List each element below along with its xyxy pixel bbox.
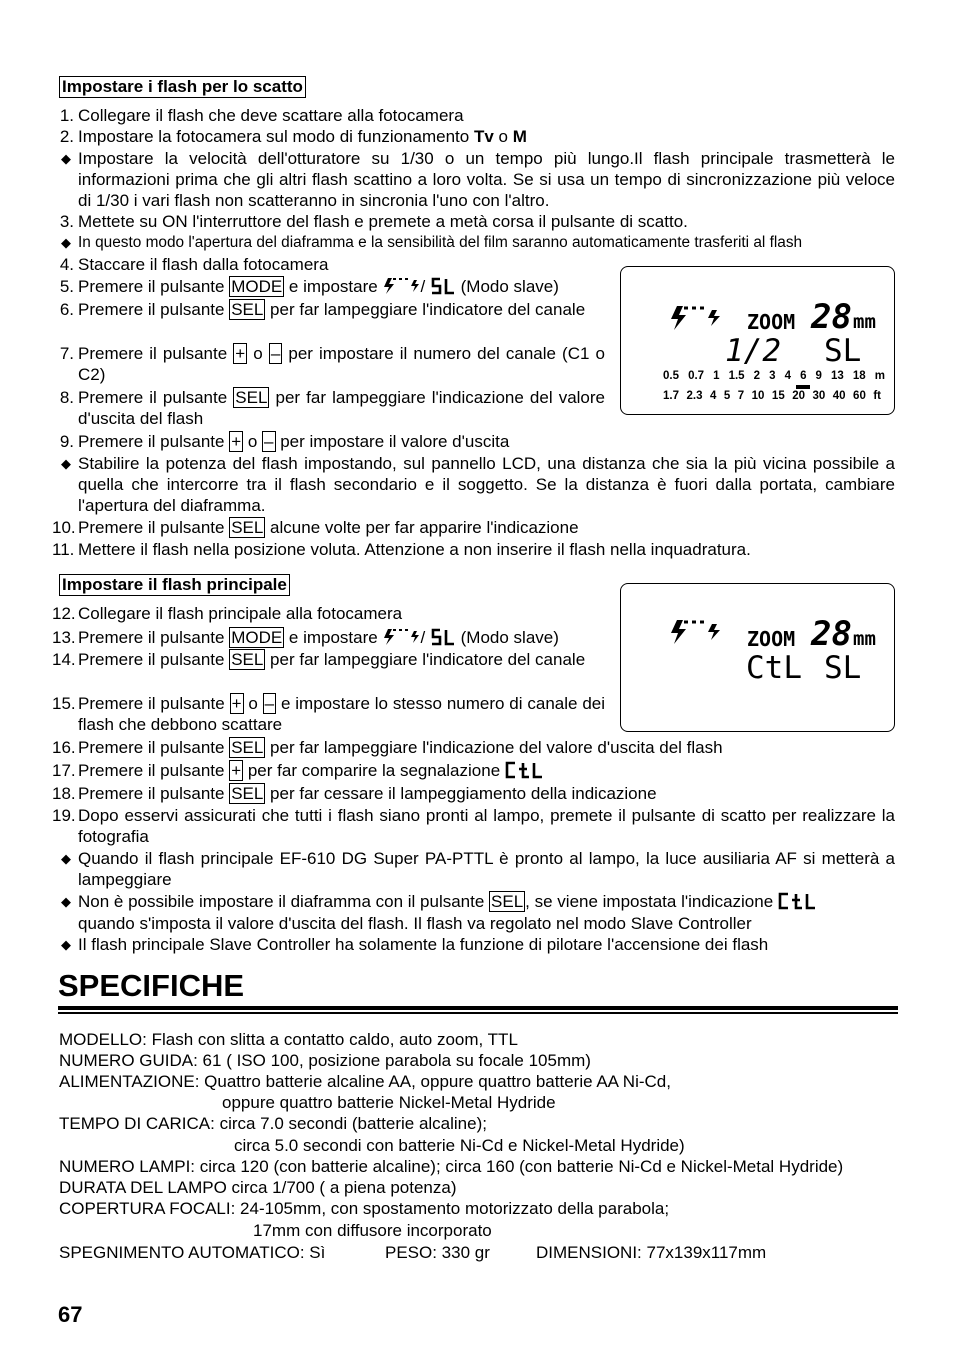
step-4: Staccare il flash dalla fotocamera (78, 255, 329, 274)
ctl-segment-icon (505, 761, 543, 779)
step-number: 8. (59, 388, 74, 407)
minus-button-label: – (264, 694, 275, 713)
bullet-af-light: Quando il flash principale EF-610 DG Super PA-PTTL è pronto al lampo, la luce ausiliaria AF si metterà a lampeggiare (78, 849, 895, 889)
specs-title: SPECIFICHE (58, 968, 245, 1003)
bullet-diaphragm: Non è possibile impostare il diaframma con il pulsante SEL , se viene impostata l'indicazione (78, 891, 895, 912)
wireless-flash-icon (669, 619, 721, 645)
bullet-icon: ◆ (61, 937, 71, 952)
lcd-slave-mode: SL (824, 333, 862, 369)
lcd-focal-value: 28 (811, 614, 852, 654)
section-heading-flash-scatto: Impostare i flash per lo scatto (59, 76, 306, 98)
mode-button-label: MODE (231, 628, 283, 647)
step-3: Mettete su ON l'interruttore del flash e premete a metà corsa il pulsante di scatto. (78, 212, 688, 231)
lcd-dist-ft: 1.7 (663, 390, 679, 402)
lcd-distance-ft-row (663, 390, 881, 404)
spec-power-supply: ALIMENTAZIONE: Quattro batterie alcaline AA, oppure quattro batterie AA Ni-Cd, (59, 1072, 671, 1091)
sel-button-label: SEL (231, 650, 264, 669)
lcd-mm-unit: mm (853, 628, 876, 650)
step-number: 3. (59, 212, 74, 231)
bullet-flash-power: Stabilire la potenza del flash impostando, sul pannello LCD, una distanza che sia la più vicina possibile a quella che intercorre tra il flash secondario e il soggetto. Se la distanza è fuori dalla portata, cambiare l'apertura del diaframma. (78, 454, 895, 515)
step-number: 6. (59, 300, 74, 319)
step-number: 7. (59, 344, 74, 363)
bullet-slave-controller: Il flash principale Slave Controller ha solamente la funzione di pilotare l'accensione dei flash (78, 935, 769, 954)
lcd-dist-m: 9 (815, 370, 822, 382)
step-8: Premere il pulsante SEL per far lampeggiare l'indicazione del valore d'uscita del flash (78, 388, 605, 428)
step-14: Premere il pulsante SEL per far lampeggiare l'indicatore del canale (78, 650, 586, 669)
step-19: Dopo esservi assicurati che tutti i flash siano pronti al lampo, premete il pulsante di scatto per realizzare la fotografia (78, 806, 895, 846)
spec-dimensions: DIMENSIONI: 77x139x117mm (536, 1243, 767, 1262)
sel-button-label: SEL (231, 518, 264, 537)
step-number: 14. (52, 650, 76, 669)
title-rule-thin (58, 1012, 898, 1014)
title-rule-thick (58, 1006, 898, 1010)
spec-flash-duration: DURATA DEL LAMPO circa 1/700 ( a piena potenza) (59, 1178, 457, 1197)
lcd-dist-m: 2 (753, 370, 761, 382)
step-5: Premere il pulsante MODE e impostare / (Modo slave) (78, 277, 559, 296)
step-number: 16. (52, 738, 76, 757)
spec-weight: PESO: 330 gr (385, 1243, 490, 1262)
wireless-flash-icon (669, 305, 721, 331)
lcd-distance-marker (796, 385, 810, 389)
lcd-dist-m-unit: m (874, 370, 885, 382)
lcd-dist-m-selected: 6 (800, 370, 807, 382)
lcd-dist-ft: 40 (832, 390, 846, 402)
lcd-dist-m: 0.7 (688, 370, 705, 382)
spec-power-supply-cont: oppure quattro batterie Nickel-Metal Hydride (222, 1093, 556, 1112)
lcd-zoom-label: ZOOM (747, 627, 796, 651)
step-11: Mettere il flash nella posizione voluta. Attenzione a non inserire il flash nella inquadratura. (78, 540, 751, 559)
lcd-distance-m-row (663, 370, 885, 384)
plus-button-label: + (231, 432, 242, 451)
step-17: Premere il pulsante + per far comparire la segnalazione (78, 760, 543, 781)
step-number: 9. (59, 432, 74, 451)
step-number: 15. (52, 694, 76, 713)
bullet-shutter-speed: Impostare la velocità dell'otturatore su 1/30 o un tempo più lungo.Il flash principale trasmetterà le informazioni prima che gli altri flash scattino a loro volta. Se si usa un tempo di sincronizzazione più veloce di 1/30 i vari flash non scatteranno in sincronia l'uno con l'altro. (78, 149, 895, 210)
lcd-dist-m: 18 (852, 370, 866, 382)
step-number: 1. (59, 106, 74, 125)
lcd-dist-ft: 10 (751, 390, 765, 402)
spec-model: MODELLO: Flash con slitta a contatto caldo, auto zoom, TTL (59, 1030, 518, 1049)
step-number: 5. (59, 277, 74, 296)
spec-coverage-cont: 17mm con diffusore incorporato (253, 1221, 492, 1240)
step-number: 11. (52, 540, 75, 559)
spec-flash-count: NUMERO LAMPI: circa 120 (con batterie alcaline); circa 160 (con batterie Ni-Cd e Nickel-Metal Hydride) (59, 1157, 844, 1176)
lcd-focal-value: 28 (811, 297, 852, 337)
lcd-dist-m: 0.5 (663, 370, 679, 382)
step-number: 10. (52, 518, 76, 537)
step-12: Collegare il flash principale alla fotocamera (78, 604, 403, 623)
minus-button-label: – (264, 432, 274, 451)
step-number: 17. (52, 761, 76, 780)
lcd-ctl-indicator: CtL (746, 650, 802, 686)
bullet-icon: ◆ (61, 894, 71, 909)
step-16: Premere il pulsante SEL per far lampeggiare l'indicazione del valore d'uscita del flash (78, 738, 723, 757)
lcd-dist-ft-unit: ft (873, 390, 881, 402)
lcd-panel-controller (620, 583, 895, 732)
step-number: 18. (52, 784, 76, 803)
lcd-dist-ft: 7 (737, 390, 745, 402)
lcd-mm-unit: mm (853, 311, 876, 333)
bullet-icon: ◆ (61, 456, 71, 471)
section-heading-flash-principale: Impostare il flash principale (59, 574, 290, 596)
step-6: Premere il pulsante SEL per far lampeggiare l'indicatore del canale (78, 300, 586, 319)
lcd-dist-m: 1.5 (728, 370, 745, 382)
sel-button-label: SEL (491, 892, 524, 911)
plus-button-label: + (231, 761, 242, 780)
lcd-panel-slave (620, 266, 895, 415)
step-1: Collegare il flash che deve scattare alla fotocamera (78, 106, 464, 125)
minus-button-label: – (270, 344, 281, 363)
spec-coverage: COPERTURA FOCALI: 24-105mm, con spostamento motorizzato della parabola; (59, 1199, 670, 1218)
sel-button-label: SEL (231, 738, 264, 757)
spec-guide-number: NUMERO GUIDA: 61 ( ISO 100, posizione parabola su focale 105mm) (59, 1051, 591, 1070)
spec-auto-off: SPEGNIMENTO AUTOMATICO: Sì (59, 1243, 326, 1262)
lcd-slave-mode: SL (824, 650, 862, 686)
spec-recycle-time-cont: circa 5.0 secondi con batterie Ni-Cd e Nickel-Metal Hydride) (234, 1136, 685, 1155)
sel-button-label: SEL (231, 784, 264, 803)
bullet-icon: ◆ (61, 851, 71, 866)
step-10: Premere il pulsante SEL alcune volte per far apparire l'indicazione (78, 518, 579, 537)
step-13: Premere il pulsante MODE e impostare / (Modo slave) (78, 628, 559, 647)
plus-button-label: + (235, 344, 246, 363)
lcd-dist-m: 3 (769, 370, 776, 382)
lcd-dist-m: 1 (713, 370, 720, 382)
lcd-dist-ft: 60 (853, 390, 866, 402)
lcd-zoom-label: ZOOM (747, 310, 796, 334)
ctl-segment-icon (778, 892, 816, 910)
spec-recycle-time: TEMPO DI CARICA: circa 7.0 secondi (batterie alcaline); (59, 1114, 487, 1133)
lcd-dist-ft: 2.3 (686, 390, 703, 402)
bullet-icon: ◆ (61, 235, 71, 250)
step-15: Premere il pulsante + o – e impostare lo stesso numero di canale dei flash che debbono scattare (78, 694, 606, 734)
bullet-auto-transfer: In questo modo l'apertura del diaframma e la sensibilità del film saranno automaticamente trasferiti al flash (78, 234, 803, 251)
lcd-dist-m: 13 (831, 370, 844, 382)
step-9: Premere il pulsante + o – per impostare il valore d'uscita (78, 432, 510, 451)
step-2: Impostare la fotocamera sul modo di funzionamento Tv o M (78, 127, 527, 146)
sel-button-label: SEL (231, 300, 264, 319)
step-number: 12. (52, 604, 76, 623)
step-7: Premere il pulsante + o – per impostare il numero del canale (C1 o C2) (78, 344, 605, 384)
step-number: 19. (52, 806, 76, 825)
lcd-dist-ft: 5 (723, 390, 731, 402)
step-number: 2. (59, 127, 74, 146)
lcd-power-ratio: 1/2 (725, 333, 781, 369)
lcd-dist-ft: 30 (812, 390, 826, 402)
page-number: 67 (58, 1302, 83, 1327)
mode-button-label: MODE (231, 277, 283, 296)
lcd-dist-ft: 20 (792, 390, 805, 402)
wireless-flash-icon (382, 277, 420, 295)
step-number: 4. (59, 255, 74, 274)
bullet-icon: ◆ (61, 151, 71, 166)
plus-button-label: + (231, 694, 242, 713)
step-18: Premere il pulsante SEL per far cessare il lampeggiamento della indicazione (78, 784, 657, 803)
sl-segment-icon (430, 277, 456, 295)
lcd-dist-ft: 15 (771, 390, 785, 402)
bullet-diaphragm-line2: quando s'imposta il valore d'uscita del flash. Il flash va regolato nel modo Slave Controller (78, 914, 752, 933)
lcd-dist-ft: 4 (709, 390, 717, 402)
wireless-flash-icon (382, 628, 420, 646)
step-number: 13. (52, 628, 76, 647)
lcd-dist-m: 4 (784, 370, 791, 382)
sel-button-label: SEL (235, 388, 268, 407)
sl-segment-icon (430, 628, 456, 646)
